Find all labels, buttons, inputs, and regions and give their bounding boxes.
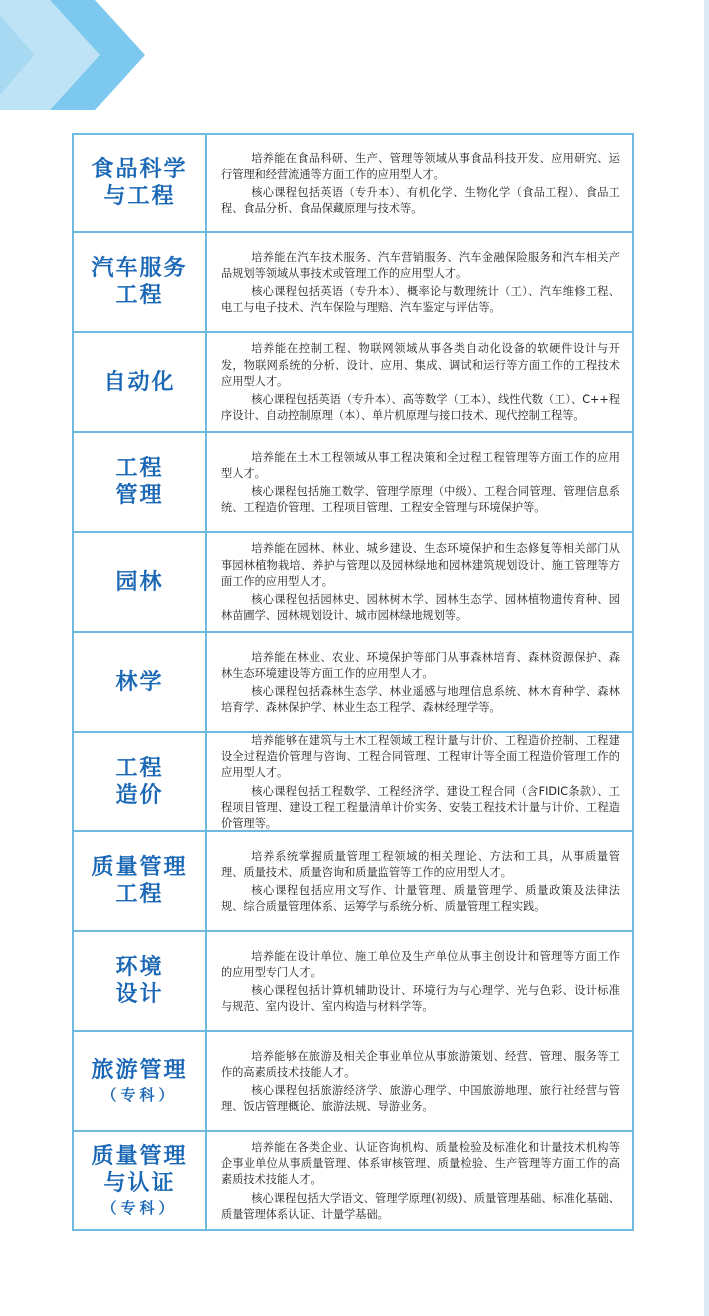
training-goal: 培养能在土木工程领域从事工程决策和全过程工程管理等方面工作的应用型人才。 xyxy=(221,450,620,480)
major-name: 汽车服务 工程 xyxy=(74,233,207,331)
table-row xyxy=(74,433,632,533)
training-goal: 培养系统掌握质量管理工程领域的相关理论、方法和工具，从事质量管理、质量技术、质量咨询和质量监管等工作的应用型人才。 xyxy=(221,849,620,879)
training-goal: 培养能在设计单位、施工单位及生产单位从事主创设计和管理等方面工作的应用型专门人才。 xyxy=(221,949,620,979)
major-name: 园林 xyxy=(74,533,207,631)
major-description xyxy=(207,1032,632,1130)
major-description xyxy=(207,433,632,531)
major-description xyxy=(207,633,632,731)
major-description xyxy=(207,135,632,231)
table-row xyxy=(74,1132,632,1229)
core-courses: 核心课程包括英语（专升本）、有机化学、生物化学（食品工程）、食品工程、食品分析、食品保藏原理与技术等。 xyxy=(221,186,620,216)
table-row xyxy=(74,533,632,633)
major-name: 质量管理 与认证 （专科） xyxy=(74,1132,207,1229)
major-description xyxy=(207,333,632,431)
training-goal: 培养能在控制工程、物联网领域从事各类自动化设备的软硬件设计与开发，物联网系统的分析、设计、应用、集成、调试和运行等方面工作的工程技术应用型人才。 xyxy=(221,342,620,388)
core-courses: 核心课程包括园林史、园林树木学、园林生态学、园林植物遗传育种、园林苗圃学、园林规划设计、城市园林绿地规划等。 xyxy=(221,593,620,623)
core-courses: 核心课程包括计算机辅助设计、环境行为与心理学、光与色彩、设计标准与规范、室内设计、室内构造与材料学等。 xyxy=(221,984,620,1014)
major-level-badge: （专科） xyxy=(101,1085,178,1104)
training-goal: 培养能在各类企业、认证咨询机构、质量检验及标准化和计量技术机构等企事业单位从事质量管理、体系审核管理、质量检验、生产管理等方面工作的高素质技术技能人才。 xyxy=(221,1141,620,1187)
training-goal: 培养能够在旅游及相关企事业单位从事旅游策划、经营、管理、服务等工作的高素质技术技能人才。 xyxy=(221,1049,620,1079)
major-name: 工程 造价 xyxy=(74,733,207,830)
core-courses: 核心课程包括应用文写作、计量管理、质量管理学、质量政策及法律法规、综合质量管理体系、运筹学与系统分析、质量管理工程实践。 xyxy=(221,884,620,914)
major-name: 质量管理 工程 xyxy=(74,832,207,930)
core-courses: 核心课程包括森林生态学、林业遥感与地理信息系统、林木育种学、森林培育学、森林保护学、林业生态工程学、森林经理学等。 xyxy=(221,685,620,715)
major-description xyxy=(207,733,632,830)
training-goal: 培养能在汽车技术服务、汽车营销服务、汽车金融保险服务和汽车相关产品规划等领域从事技术或管理工作的应用型人才。 xyxy=(221,250,620,280)
training-goal: 培养能在林业、农业、环境保护等部门从事森林培育、森林资源保护、森林生态环境建设等方面工作的应用型人才。 xyxy=(221,650,620,680)
core-courses: 核心课程包括旅游经济学、旅游心理学、中国旅游地理、旅行社经营与管理、饭店管理概论、旅游法规、导游业务。 xyxy=(221,1084,620,1114)
table-row xyxy=(74,333,632,433)
major-name: 林学 xyxy=(74,633,207,731)
table-row xyxy=(74,633,632,733)
major-name: 旅游管理 （专科） xyxy=(74,1032,207,1130)
major-name: 食品科学 与工程 xyxy=(74,135,207,231)
major-name: 工程 管理 xyxy=(74,433,207,531)
table-row xyxy=(74,1032,632,1132)
core-courses: 核心课程包括大学语文、管理学原理(初级)、质量管理基础、标准化基础、质量管理体系认证、计量学基础。 xyxy=(221,1191,620,1221)
core-courses: 核心课程包括施工数学、管理学原理（中级）、工程合同管理、管理信息系统、工程造价管理、工程项目管理、工程安全管理与环境保护等。 xyxy=(221,485,620,515)
training-goal: 培养能在园林、林业、城乡建设、生态环境保护和生态修复等相关部门从事园林植物栽培、养护与管理以及园林绿地和园林建筑规划设计、施工管理等方面工作的应用型人才。 xyxy=(221,542,620,588)
major-description xyxy=(207,1132,632,1229)
major-description xyxy=(207,233,632,331)
major-description xyxy=(207,832,632,930)
major-name: 环境 设计 xyxy=(74,932,207,1030)
core-courses: 核心课程包括英语（专升本）、高等数学（工本）、线性代数（工）、C++程序设计、自动控制原理（本）、单片机原理与接口技术、现代控制工程等。 xyxy=(221,393,620,423)
table-row xyxy=(74,135,632,233)
major-level-badge: （专科） xyxy=(101,1198,178,1217)
training-goal: 培养能够在建筑与土木工程领域工程计量与计价、工程造价控制、工程建设全过程造价管理与咨询、工程合同管理、工程审计等全面工程造价管理工作的应用型人才。 xyxy=(221,733,620,780)
major-name: 自动化 xyxy=(74,333,207,431)
table-row xyxy=(74,233,632,333)
table-row xyxy=(74,733,632,832)
major-description xyxy=(207,533,632,631)
decorative-chevrons xyxy=(0,0,160,110)
right-edge-strip xyxy=(704,0,709,1316)
major-description xyxy=(207,932,632,1030)
training-goal: 培养能在食品科研、生产、管理等领域从事食品科技开发、应用研究、运行管理和经营流通等方面工作的应用型人才。 xyxy=(221,151,620,181)
core-courses: 核心课程包括英语（专升本）、概率论与数理统计（工）、汽车维修工程、电工与电子技术、汽车保险与理赔、汽车鉴定与评估等。 xyxy=(221,285,620,315)
majors-table xyxy=(72,133,634,1231)
table-row xyxy=(74,832,632,932)
core-courses: 核心课程包括工程数学、工程经济学、建设工程合同（含FIDIC条款）、工程项目管理、建设工程工程量清单计价实务、安装工程技术计量与计价、工程造价管理等。 xyxy=(221,784,620,830)
table-row xyxy=(74,932,632,1032)
